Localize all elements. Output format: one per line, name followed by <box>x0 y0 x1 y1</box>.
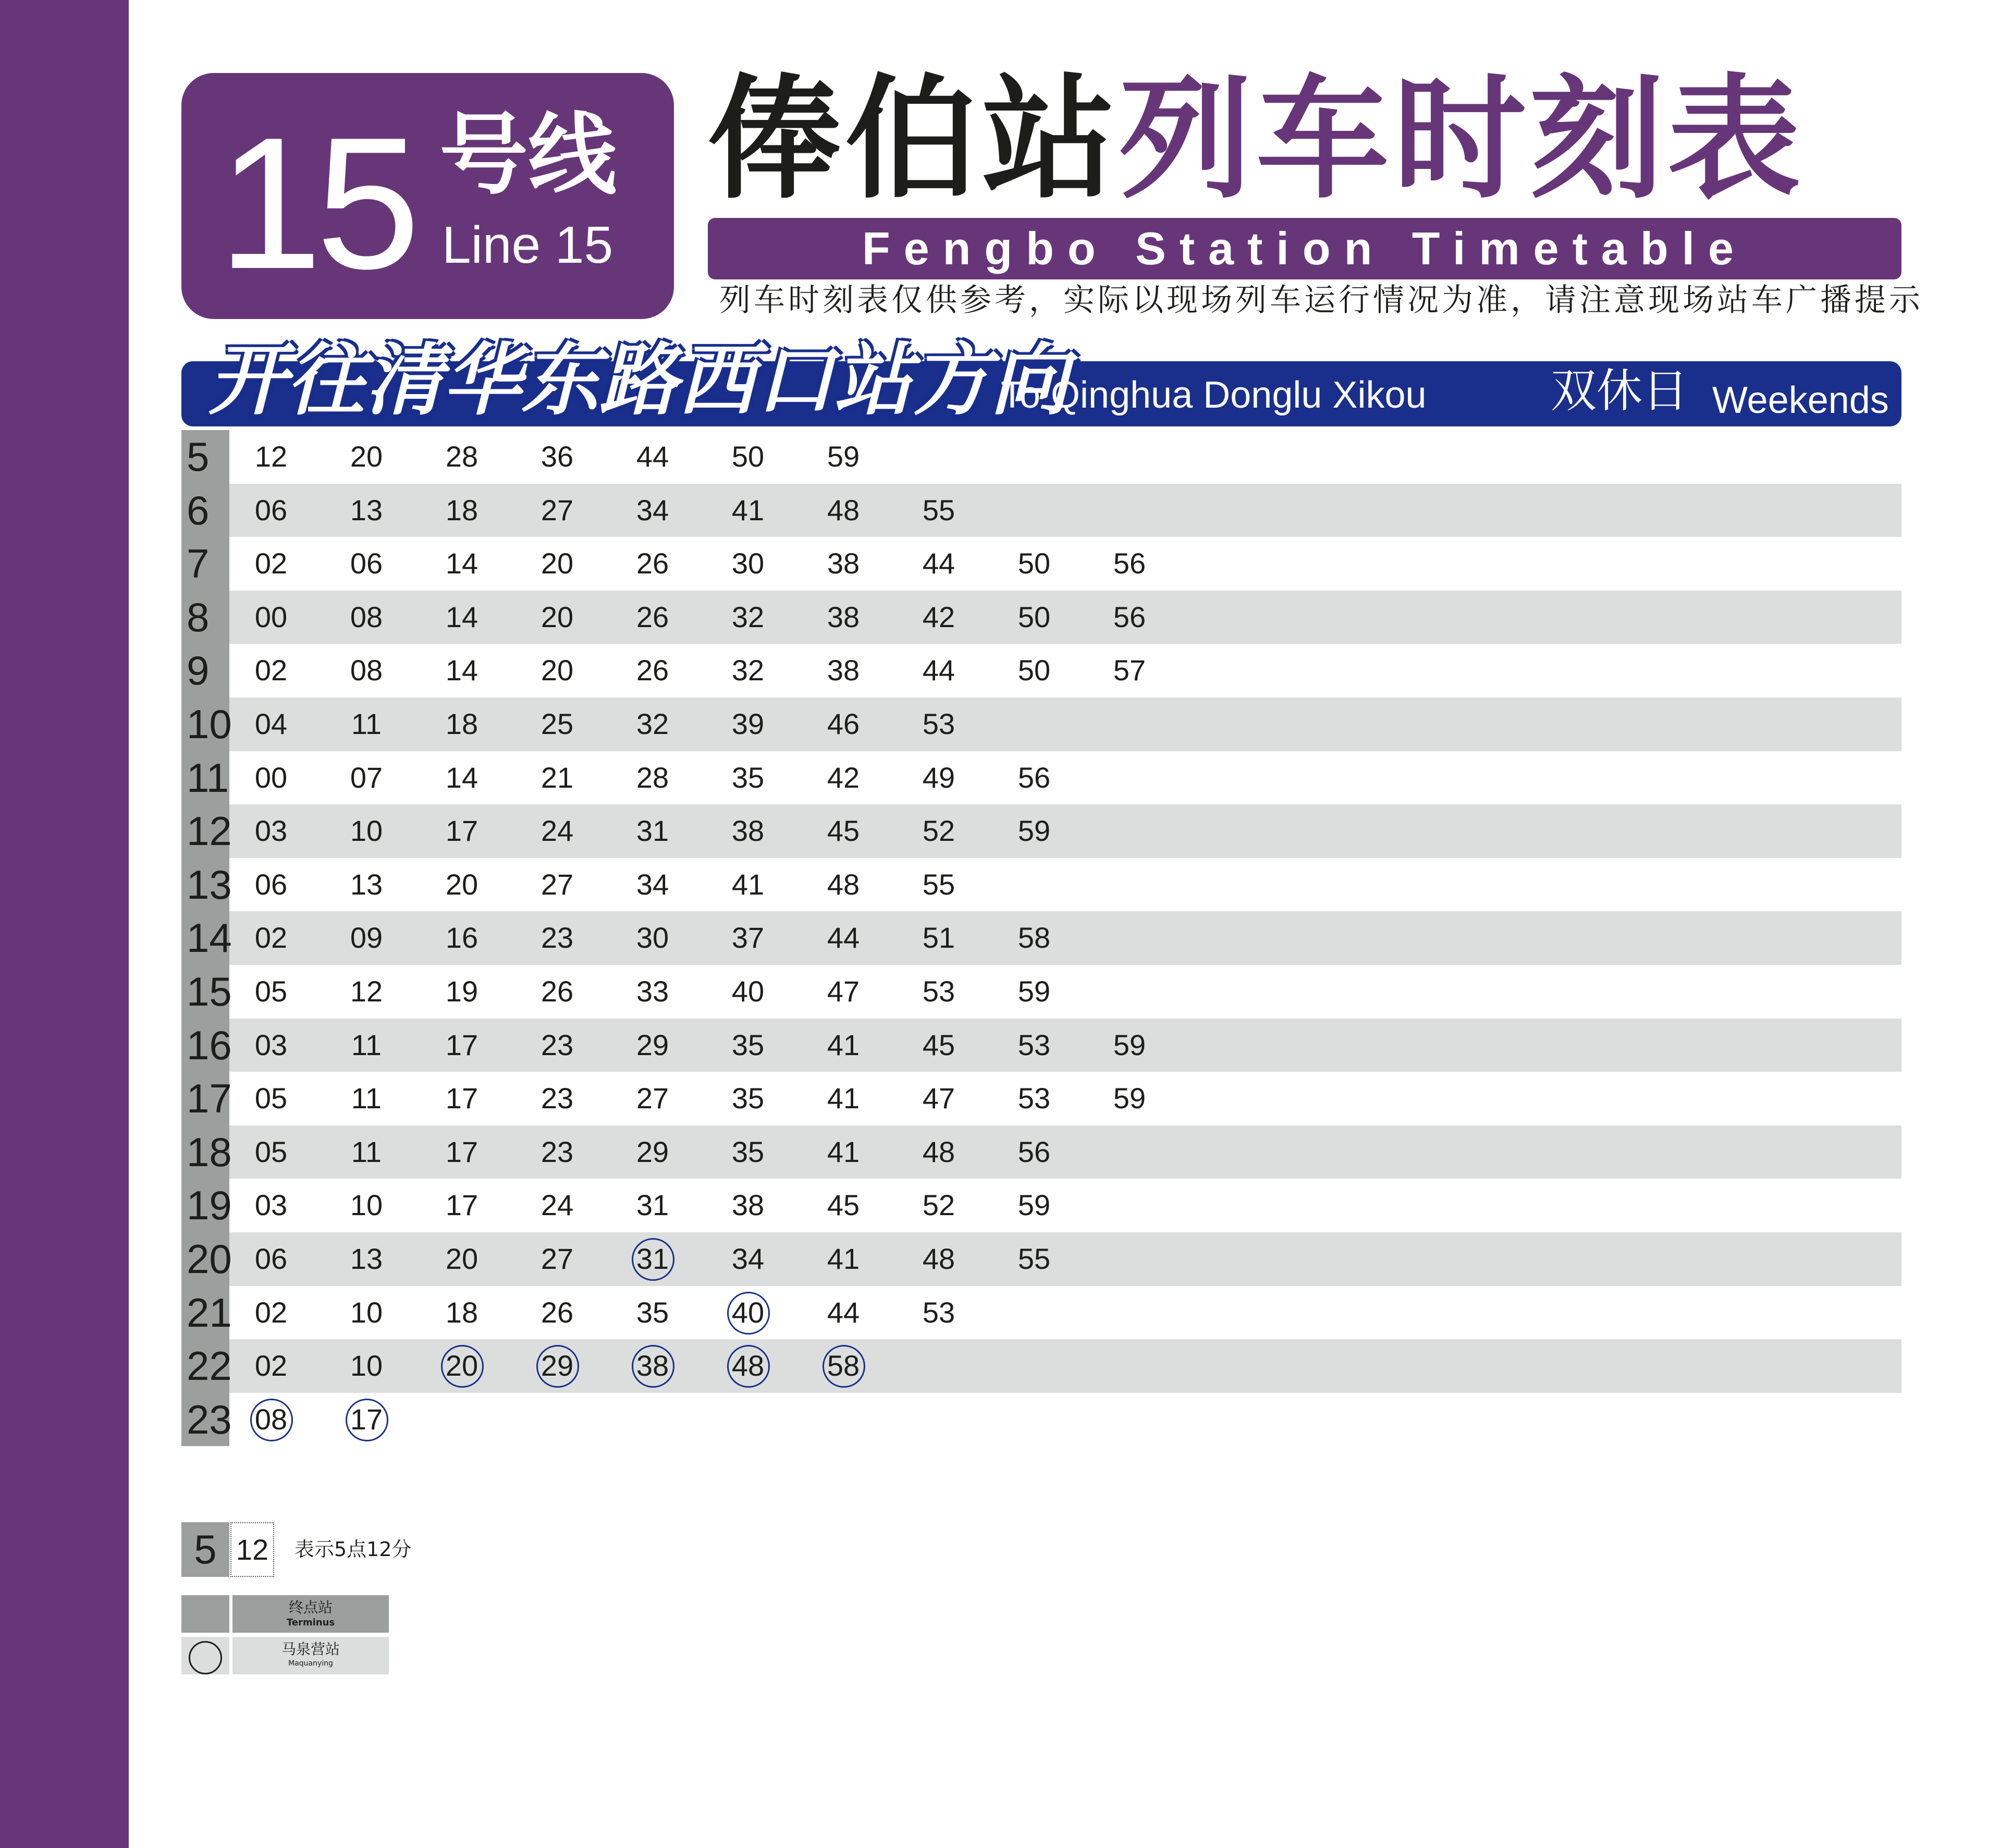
hour-cell: 22 <box>181 1339 229 1393</box>
minute-cell: 18 <box>445 493 478 527</box>
minute-cell: 47 <box>922 1082 955 1115</box>
minute-cell: 18 <box>445 707 478 740</box>
minute-cell: 00 <box>254 761 288 794</box>
minute-cell-terminus: 08 <box>240 1393 302 1446</box>
minute-cell: 03 <box>254 1189 288 1222</box>
minute-cell: 41 <box>827 1242 860 1275</box>
table-row <box>181 537 1901 591</box>
minute-cell: 52 <box>922 814 955 848</box>
minute-cell: 26 <box>636 547 669 580</box>
legend-example-minute: 12 <box>230 1522 274 1577</box>
minute-cell: 03 <box>254 1028 288 1061</box>
minute-cell: 56 <box>1113 547 1146 580</box>
table-row <box>181 965 1901 1019</box>
minute-cell: 50 <box>1017 600 1051 633</box>
minute-cell: 02 <box>254 1295 288 1329</box>
minute-cell: 38 <box>827 600 860 633</box>
hour-cell: 7 <box>181 537 229 591</box>
table-row <box>181 697 1901 751</box>
hour-cell: 12 <box>181 804 229 858</box>
minute-cell-terminus: 48 <box>717 1339 779 1392</box>
minute-cell: 56 <box>1017 1135 1051 1168</box>
minute-cell-terminus: 20 <box>431 1339 493 1392</box>
minute-cell: 07 <box>350 761 383 794</box>
minute-cell: 18 <box>445 1295 478 1329</box>
minute-cell: 27 <box>636 1082 669 1115</box>
minute-cell: 27 <box>541 493 574 527</box>
minute-cell: 38 <box>731 814 765 848</box>
hour-cell: 9 <box>181 644 229 697</box>
timetable-label-cn: 列车时刻表 <box>1119 62 1805 217</box>
minute-cell: 35 <box>731 1028 765 1061</box>
line-label-en: Line 15 <box>442 216 613 274</box>
minute-cell: 20 <box>541 600 574 633</box>
station-name-cn: 俸伯站 <box>708 62 1120 217</box>
minute-cell: 10 <box>350 814 383 848</box>
minute-cell: 53 <box>1017 1028 1051 1061</box>
title-en-bar: Fengbo Station Timetable <box>708 218 1901 279</box>
minute-cell: 44 <box>922 547 955 580</box>
minute-cell: 14 <box>445 547 478 580</box>
minute-cell: 44 <box>827 1295 860 1329</box>
minute-cell: 45 <box>922 1028 955 1061</box>
minute-cell: 55 <box>922 867 955 901</box>
direction-cn: 开往清华东路西口站方向 <box>208 335 1069 426</box>
minute-cell: 05 <box>254 1135 288 1168</box>
minute-cell: 12 <box>254 440 288 473</box>
minute-cell: 38 <box>827 654 860 687</box>
hour-cell: 23 <box>181 1393 229 1447</box>
minute-cell: 08 <box>350 654 383 687</box>
minute-cell: 05 <box>254 974 288 1008</box>
minute-cell: 59 <box>827 440 860 473</box>
minute-cell: 17 <box>445 1082 478 1115</box>
line-label-cn: 号线 <box>439 104 617 207</box>
minute-cell: 19 <box>445 974 478 1008</box>
minute-cell: 55 <box>1017 1242 1051 1275</box>
minute-cell: 08 <box>350 600 383 633</box>
minute-cell: 20 <box>445 1242 478 1275</box>
minute-cell: 21 <box>541 761 574 794</box>
minute-cell: 03 <box>254 814 288 848</box>
minute-cell: 26 <box>636 600 669 633</box>
minute-cell-terminus: 40 <box>717 1286 779 1339</box>
legend-terminus <box>181 1595 389 1679</box>
minute-cell: 56 <box>1017 761 1051 794</box>
minute-cell: 56 <box>1113 600 1146 633</box>
minute-cell: 13 <box>350 493 383 527</box>
left-purple-band <box>0 0 129 1848</box>
line-number: 15 <box>218 99 414 308</box>
minute-cell: 11 <box>351 1082 382 1115</box>
legend-terminus-cn: 终点站 <box>288 1599 333 1616</box>
minute-cell: 41 <box>827 1135 860 1168</box>
legend-example <box>181 1522 275 1577</box>
table-row <box>181 1339 1901 1393</box>
legend-station-cn: 马泉营站 <box>281 1641 340 1658</box>
table-row <box>181 1179 1901 1232</box>
hour-cell: 21 <box>181 1286 229 1340</box>
minute-cell: 24 <box>541 1189 574 1222</box>
legend-terminus-en: Terminus <box>286 1617 335 1628</box>
table-row <box>181 1125 1901 1179</box>
legend-example-desc: 表示5点12分 <box>294 1538 412 1561</box>
minute-cell: 53 <box>1017 1082 1051 1115</box>
hour-cell: 5 <box>181 430 229 484</box>
table-row <box>181 484 1901 537</box>
minute-cell: 26 <box>541 1295 574 1329</box>
minute-cell: 48 <box>827 493 860 527</box>
minute-cell: 13 <box>350 1242 383 1275</box>
notice-text: 列车时刻表仅供参考，实际以现场列车运行情况为准，请注意现场站车广播提示 <box>719 282 1923 319</box>
minute-cell: 41 <box>827 1082 860 1115</box>
minute-cell: 48 <box>922 1135 955 1168</box>
legend-circle-cell <box>181 1637 229 1674</box>
minute-cell: 59 <box>1113 1082 1146 1115</box>
minute-cell: 00 <box>254 600 288 633</box>
minute-cell: 20 <box>350 440 383 473</box>
day-type-cn: 双休日 <box>1551 364 1689 418</box>
minute-cell: 17 <box>445 814 478 848</box>
minute-cell: 35 <box>731 761 765 794</box>
minute-cell: 04 <box>254 707 288 740</box>
minute-cell: 55 <box>922 493 955 527</box>
table-row <box>181 804 1901 858</box>
minute-cell: 59 <box>1017 1189 1051 1222</box>
minute-cell: 27 <box>541 1242 574 1275</box>
hour-cell: 15 <box>181 965 229 1019</box>
minute-cell-terminus: 29 <box>526 1339 588 1392</box>
minute-cell: 44 <box>827 921 860 954</box>
hour-cell: 6 <box>181 484 229 537</box>
hour-cell: 17 <box>181 1072 229 1125</box>
minute-cell: 02 <box>254 921 288 954</box>
minute-cell: 06 <box>350 547 383 580</box>
minute-cell: 53 <box>922 707 955 740</box>
minute-cell: 10 <box>350 1295 383 1329</box>
minute-cell: 23 <box>541 1082 574 1115</box>
minute-cell: 11 <box>351 1135 382 1168</box>
minute-cell: 48 <box>827 867 860 901</box>
minute-cell: 17 <box>445 1028 478 1061</box>
table-row <box>181 858 1901 912</box>
minute-cell: 23 <box>541 921 574 954</box>
minute-cell: 09 <box>350 921 383 954</box>
hour-cell: 16 <box>181 1019 229 1072</box>
minute-cell: 32 <box>731 600 765 633</box>
minute-cell: 14 <box>445 600 478 633</box>
minute-cell: 34 <box>636 493 669 527</box>
direction-en: To Qinghua Donglu Xikou <box>1001 374 1427 416</box>
minute-cell: 14 <box>445 761 478 794</box>
minute-cell: 41 <box>827 1028 860 1061</box>
minute-cell: 53 <box>922 1295 955 1329</box>
minute-cell: 26 <box>541 974 574 1008</box>
minute-cell: 38 <box>731 1189 765 1222</box>
minute-cell: 28 <box>636 761 669 794</box>
circle-marker-icon <box>189 1641 222 1674</box>
hour-cell: 18 <box>181 1125 229 1179</box>
hour-cell: 11 <box>181 751 229 805</box>
minute-cell: 10 <box>350 1349 383 1382</box>
minute-cell: 17 <box>445 1135 478 1168</box>
minute-cell: 28 <box>445 440 478 473</box>
minute-cell: 35 <box>636 1295 669 1329</box>
minute-cell: 23 <box>541 1135 574 1168</box>
page-title <box>708 62 1804 218</box>
minute-cell: 06 <box>254 493 288 527</box>
minute-cell: 32 <box>731 654 765 687</box>
minute-cell: 57 <box>1113 654 1146 687</box>
minute-cell: 53 <box>922 974 955 1008</box>
table-row <box>181 1286 1901 1340</box>
table-row <box>181 1393 1901 1447</box>
hour-cell: 19 <box>181 1179 229 1232</box>
hour-cell: 20 <box>181 1232 229 1286</box>
minute-cell: 02 <box>254 547 288 580</box>
minute-cell: 31 <box>636 814 669 848</box>
minute-cell: 59 <box>1113 1028 1146 1061</box>
table-row <box>181 911 1901 965</box>
minute-cell: 38 <box>827 547 860 580</box>
legend-terminus-header <box>232 1595 389 1633</box>
minute-cell: 14 <box>445 654 478 687</box>
minute-cell: 11 <box>351 1028 382 1061</box>
line-badge <box>181 73 674 319</box>
minute-cell: 02 <box>254 654 288 687</box>
minute-cell: 47 <box>827 974 860 1008</box>
minute-cell: 33 <box>636 974 669 1008</box>
minute-cell: 36 <box>541 440 574 473</box>
minute-cell: 49 <box>922 761 955 794</box>
timetable-grid <box>181 430 1901 1446</box>
minute-cell: 48 <box>922 1242 955 1275</box>
hour-cell: 13 <box>181 858 229 912</box>
table-row <box>181 430 1901 484</box>
day-type-en: Weekends <box>1712 380 1889 421</box>
minute-cell: 27 <box>541 867 574 901</box>
minute-cell: 35 <box>731 1082 765 1115</box>
minute-cell: 59 <box>1017 974 1051 1008</box>
minute-cell: 34 <box>731 1242 765 1275</box>
minute-cell: 16 <box>445 921 478 954</box>
minute-cell: 58 <box>1017 921 1051 954</box>
minute-cell: 26 <box>636 654 669 687</box>
minute-cell: 32 <box>636 707 669 740</box>
minute-cell-terminus: 17 <box>335 1393 398 1446</box>
minute-cell: 34 <box>636 867 669 901</box>
hour-cell: 14 <box>181 911 229 965</box>
minute-cell: 29 <box>636 1028 669 1061</box>
table-row <box>181 644 1901 697</box>
minute-cell: 10 <box>350 1189 383 1222</box>
hour-cell: 10 <box>181 697 229 751</box>
minute-cell: 46 <box>827 707 860 740</box>
minute-cell: 37 <box>731 921 765 954</box>
legend-station-cell <box>232 1637 389 1674</box>
minute-cell: 06 <box>254 867 288 901</box>
minute-cell: 06 <box>254 1242 288 1275</box>
minute-cell: 45 <box>827 1189 860 1222</box>
minute-cell: 45 <box>827 814 860 848</box>
minute-cell: 40 <box>731 974 765 1008</box>
minute-cell: 29 <box>636 1135 669 1168</box>
minute-cell: 50 <box>1017 547 1051 580</box>
minute-cell: 42 <box>922 600 955 633</box>
minute-cell: 50 <box>731 440 765 473</box>
minute-cell: 20 <box>445 867 478 901</box>
minute-cell: 25 <box>541 707 574 740</box>
legend-example-hour: 5 <box>181 1522 229 1577</box>
table-row <box>181 1019 1901 1072</box>
minute-cell: 51 <box>922 921 955 954</box>
minute-cell: 44 <box>636 440 669 473</box>
minute-cell: 17 <box>445 1189 478 1222</box>
table-row <box>181 1232 1901 1286</box>
minute-cell: 52 <box>922 1189 955 1222</box>
minute-cell: 02 <box>254 1349 288 1382</box>
minute-cell: 13 <box>350 867 383 901</box>
minute-cell: 39 <box>731 707 765 740</box>
minute-cell: 31 <box>636 1189 669 1222</box>
minute-cell-terminus: 38 <box>621 1339 684 1392</box>
minute-cell: 44 <box>922 654 955 687</box>
minute-cell: 12 <box>350 974 383 1008</box>
minute-cell: 24 <box>541 814 574 848</box>
minute-cell: 41 <box>731 493 765 527</box>
minute-cell: 20 <box>541 547 574 580</box>
hour-cell: 8 <box>181 591 229 644</box>
table-row <box>181 751 1901 805</box>
minute-cell: 35 <box>731 1135 765 1168</box>
minute-cell-terminus: 58 <box>812 1339 875 1392</box>
minute-cell-terminus: 31 <box>621 1232 684 1286</box>
legend-header-blank <box>181 1595 229 1633</box>
minute-cell: 20 <box>541 654 574 687</box>
minute-cell: 30 <box>636 921 669 954</box>
minute-cell: 50 <box>1017 654 1051 687</box>
table-row <box>181 591 1901 644</box>
minute-cell: 41 <box>731 867 765 901</box>
minute-cell: 30 <box>731 547 765 580</box>
minute-cell: 59 <box>1017 814 1051 848</box>
table-row <box>181 1072 1901 1125</box>
legend-station-en: Maquanying <box>288 1659 333 1668</box>
minute-cell: 23 <box>541 1028 574 1061</box>
minute-cell: 05 <box>254 1082 288 1115</box>
minute-cell: 11 <box>351 707 382 740</box>
minute-cell: 42 <box>827 761 860 794</box>
